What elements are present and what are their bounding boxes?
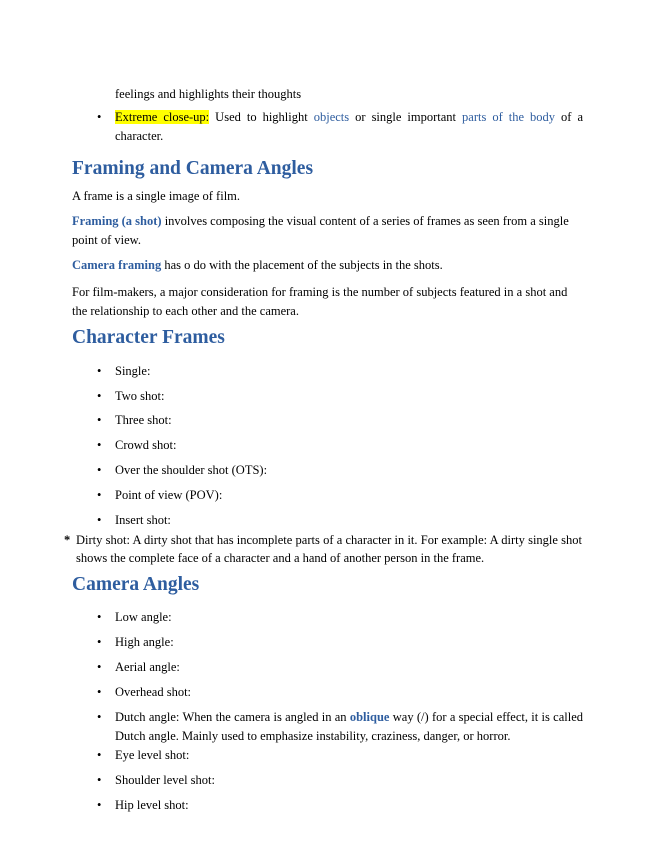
- list-item: [97, 387, 583, 405]
- bullet-icon: •: [97, 710, 102, 724]
- list-item: [97, 511, 583, 529]
- list-item: [97, 411, 583, 429]
- list-item: [97, 796, 583, 814]
- framing-p3-text: has o do with the placement of the subjects in the shots.: [161, 258, 443, 272]
- dirty-shot-note: [64, 531, 582, 567]
- bullet-icon: •: [97, 488, 102, 502]
- framing-p2-text: involves composing the visual content of a series of frames as seen from a single point of view.: [72, 214, 569, 247]
- framing-p3: [72, 256, 582, 275]
- bullet-icon: •: [97, 364, 102, 378]
- dutch-angle-pre: Dutch angle: When the camera is angled in an: [115, 710, 350, 724]
- asterisk-icon: *: [64, 533, 71, 547]
- list-item: [97, 633, 583, 651]
- camera-angles-heading: Camera Angles: [72, 574, 200, 595]
- bullet-icon: •: [97, 110, 102, 124]
- list-item: [97, 683, 583, 701]
- framing-p2: [72, 212, 582, 249]
- list-item-text: Insert shot:: [115, 513, 171, 527]
- framing-p1: A frame is a single image of film.: [72, 189, 241, 203]
- list-item: [97, 658, 583, 676]
- character-frames-heading: Character Frames: [72, 327, 225, 348]
- list-item-text: Overhead shot:: [115, 685, 192, 699]
- list-item: [97, 771, 583, 789]
- extreme-closeup-item: [97, 108, 583, 146]
- list-item-text: High angle:: [115, 635, 174, 649]
- bullet-icon: •: [97, 610, 102, 624]
- extreme-closeup-desc-2: or single important: [349, 110, 463, 124]
- framing-shot-term: Framing (a shot): [72, 214, 162, 228]
- extreme-closeup-desc-3: of a character.: [115, 110, 584, 143]
- list-item-text: Aerial angle:: [115, 660, 180, 674]
- oblique-term: oblique: [349, 710, 390, 724]
- list-item: [97, 436, 583, 454]
- list-item-text: Point of view (POV):: [115, 488, 223, 502]
- list-item: [97, 362, 583, 380]
- bullet-icon: •: [97, 413, 102, 427]
- list-item: [97, 486, 583, 504]
- list-item: [97, 608, 583, 626]
- list-item-text: Eye level shot:: [115, 748, 190, 762]
- camera-framing-term: Camera framing: [72, 258, 162, 272]
- continuation-text: feelings and highlights their thoughts: [115, 87, 302, 101]
- framing-p4: For film-makers, a major consideration for framing is the number of subjects featured in a shot and the relationship to each other and the camera.: [72, 285, 568, 318]
- bullet-icon: •: [97, 660, 102, 674]
- dutch-angle-post: way (/) for a special effect, it is called Dutch angle. Mainly used to emphasize instability, craziness, danger, or horror.: [115, 710, 583, 743]
- list-item-text: Three shot:: [115, 413, 172, 427]
- framing-heading: Framing and Camera Angles: [72, 158, 314, 179]
- list-item-text: Shoulder level shot:: [115, 773, 215, 787]
- bullet-icon: •: [97, 773, 102, 787]
- bullet-icon: •: [97, 389, 102, 403]
- extreme-closeup-text: [115, 108, 583, 145]
- list-item-text: Low angle:: [115, 610, 172, 624]
- list-item-text: Over the shoulder shot (OTS):: [115, 463, 268, 477]
- dutch-angle-item: [97, 708, 583, 746]
- bullet-icon: •: [97, 798, 102, 812]
- bullet-icon: •: [97, 748, 102, 762]
- extreme-closeup-desc-1: Used to highlight: [209, 110, 314, 124]
- objects-link[interactable]: objects: [313, 110, 350, 124]
- parts-of-body-link[interactable]: parts of the body: [462, 110, 556, 124]
- bullet-icon: •: [97, 438, 102, 452]
- bullet-icon: •: [97, 463, 102, 477]
- bullet-icon: •: [97, 513, 102, 527]
- list-item: [97, 461, 583, 479]
- list-item-text: Crowd shot:: [115, 438, 177, 452]
- dutch-angle-text: [115, 708, 583, 745]
- list-item: [97, 746, 583, 764]
- bullet-icon: •: [97, 685, 102, 699]
- list-item-text: Hip level shot:: [115, 798, 189, 812]
- extreme-closeup-label: Extreme close-up:: [115, 110, 210, 124]
- list-item-text: Two shot:: [115, 389, 165, 403]
- bullet-icon: •: [97, 635, 102, 649]
- list-item-text: Single:: [115, 364, 151, 378]
- dirty-shot-text: Dirty shot: A dirty shot that has incomplete parts of a character in it. For example: A dirty single shot shows the complete face of a character and a hand of another person in the frame.: [76, 533, 582, 565]
